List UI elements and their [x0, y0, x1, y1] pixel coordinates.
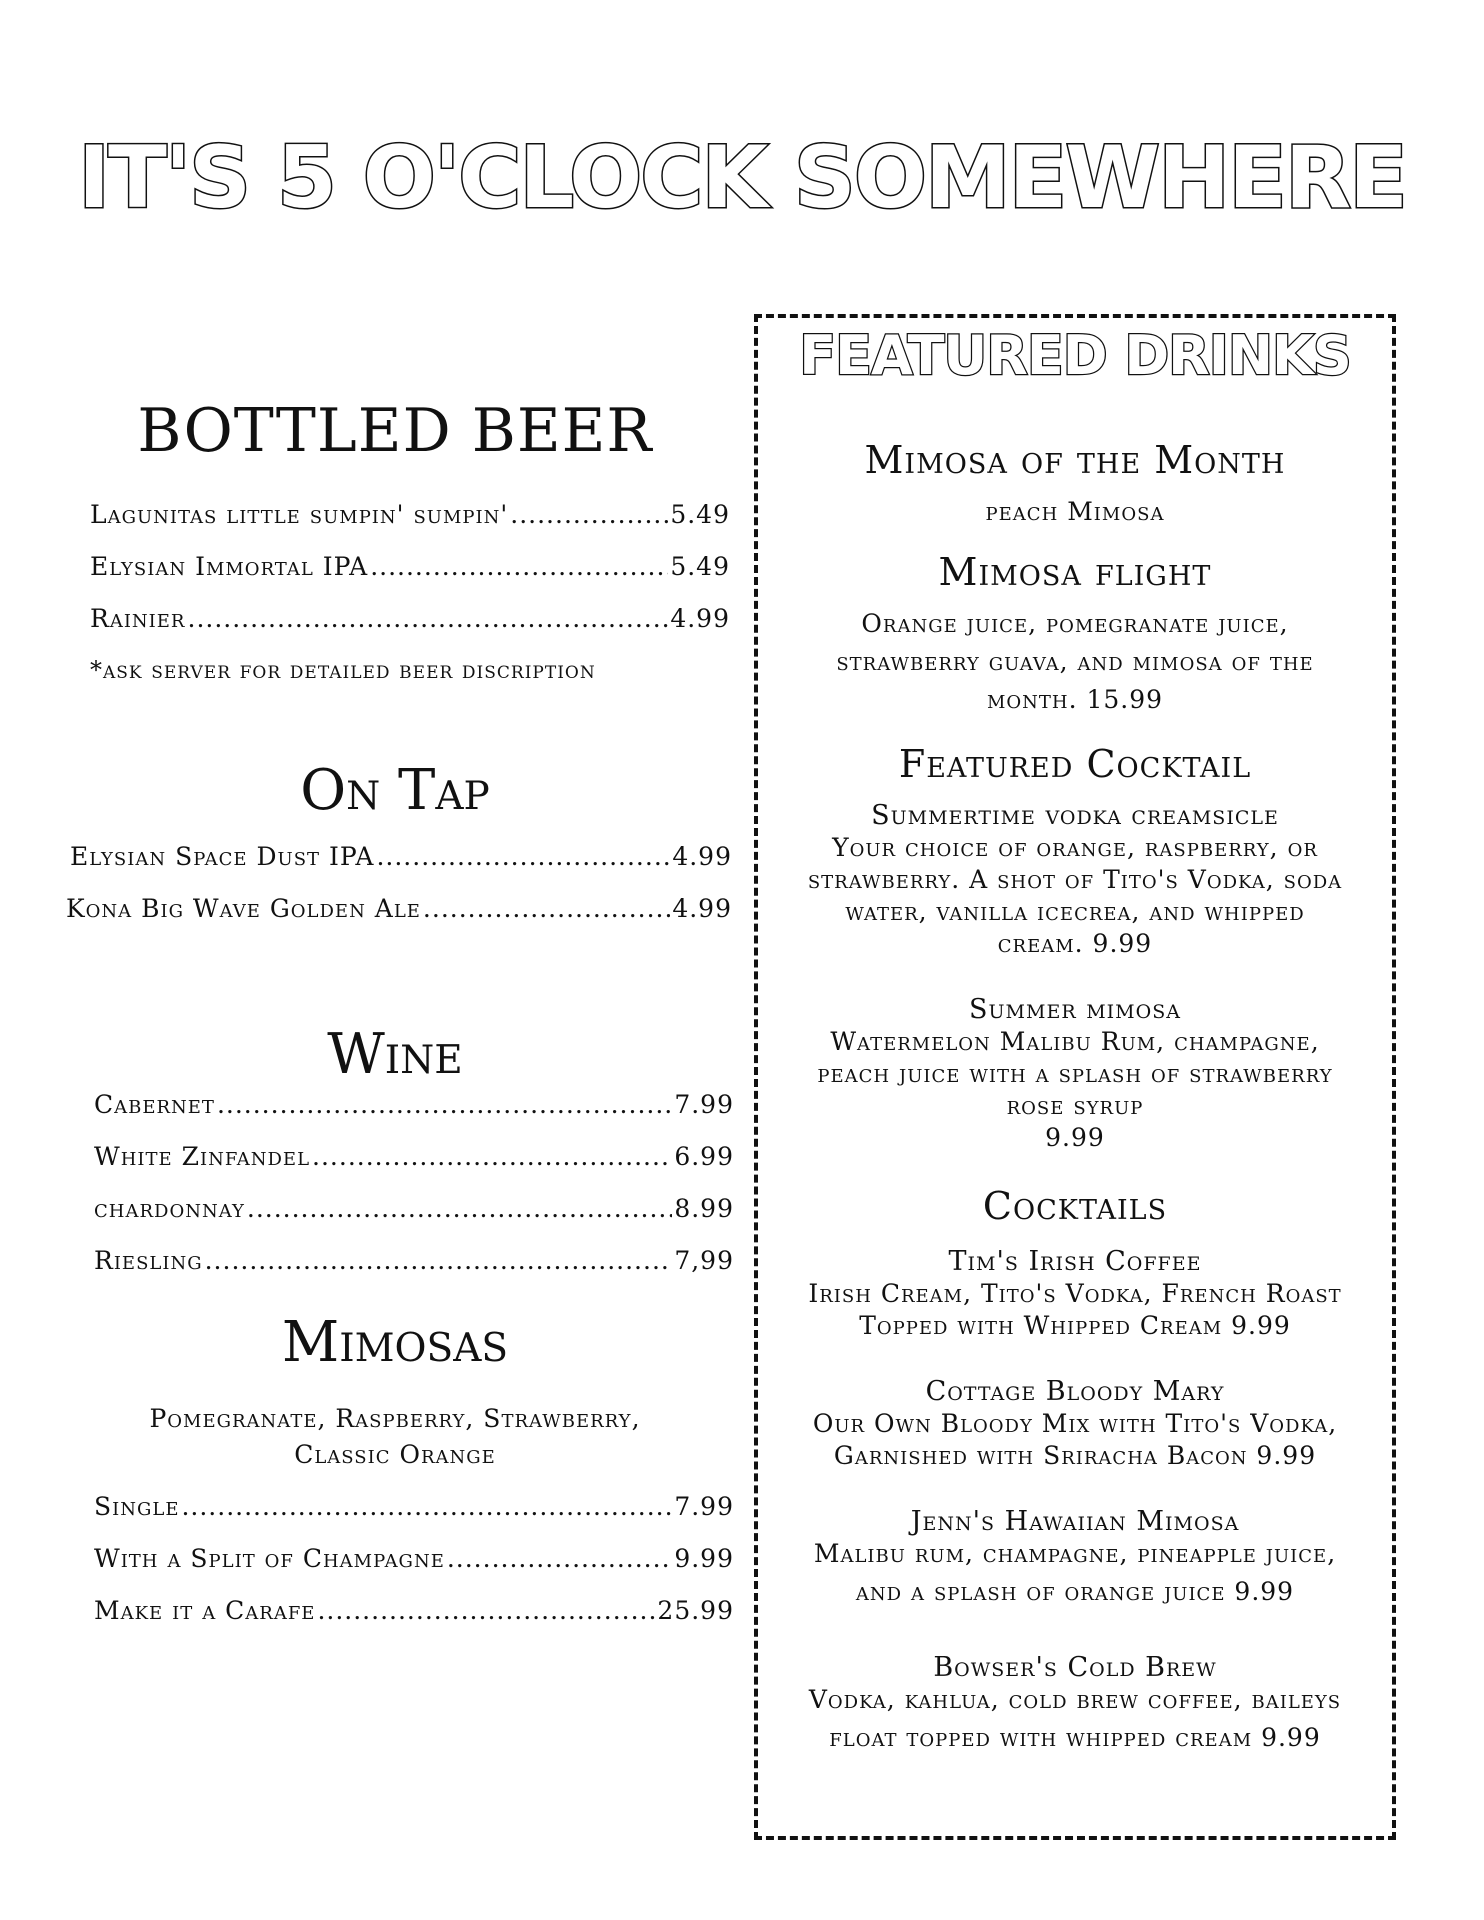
mimosa-item-split — [94, 1544, 734, 1573]
leader-dots — [376, 842, 670, 871]
leader-dots — [188, 604, 669, 633]
featured-drinks-box — [754, 314, 1396, 1840]
summer-mimosa-name: Summer mimosa — [969, 994, 1181, 1025]
cocktail-desc-hawaiian-mimosa-2: and a splash of orange juice 9.99 — [855, 1577, 1295, 1606]
tap-item-kona — [66, 894, 732, 923]
item-name: Elysian Immortal IPA — [90, 552, 369, 581]
leader-dots — [312, 1142, 672, 1171]
cocktail-desc-cold-brew-2: float topped with whipped cream 9.99 — [829, 1723, 1321, 1752]
on-tap-heading: On Tap — [300, 758, 490, 823]
cocktail-name-cold-brew: Bowser's Cold Brew — [933, 1652, 1217, 1683]
creamsicle-line4: cream. 9.99 — [997, 929, 1153, 958]
bottled-beer-heading: BOTTLED BEER — [137, 396, 653, 466]
leader-dots — [370, 552, 668, 581]
mimosa-flavors-line2: Classic Orange — [294, 1440, 496, 1469]
item-name: Lagunitas little sumpin' sumpin' — [90, 500, 509, 529]
mimosa-item-carafe — [94, 1596, 734, 1625]
creamsicle-line3: water, vanilla icecrea, and whipped — [845, 897, 1305, 926]
wine-item-riesling — [94, 1246, 734, 1275]
cocktail-desc-cold-brew-1: Vodka, kahlua, cold brew coffee, baileys — [808, 1685, 1342, 1714]
mimosa-flight-line3: month. 15.99 — [986, 685, 1164, 714]
cocktail-desc-irish-coffee-2: Topped with Whipped Cream 9.99 — [859, 1311, 1291, 1340]
leader-dots — [247, 1194, 672, 1223]
item-price: 7.99 — [674, 1090, 734, 1119]
item-price: 7,99 — [674, 1246, 734, 1275]
item-price: 6.99 — [674, 1142, 734, 1171]
leader-dots — [181, 1492, 672, 1521]
item-price: 5.49 — [670, 500, 730, 529]
cocktail-desc-bloody-mary-1: Our Own Bloody Mix with Tito's Vodka, — [812, 1409, 1338, 1438]
wine-heading: Wine — [327, 1022, 463, 1087]
item-price: 4.99 — [670, 604, 730, 633]
item-price: 4.99 — [672, 842, 732, 871]
item-price: 25.99 — [657, 1596, 734, 1625]
cocktail-desc-bloody-mary-2: Garnished with Sriracha Bacon 9.99 — [833, 1441, 1317, 1470]
creamsicle-line1: Your choice of orange, raspberry, or — [832, 833, 1318, 862]
menu-title: IT'S 5 O'CLOCK SOMEWHERE — [78, 128, 1406, 228]
cocktail-name-bloody-mary: Cottage Bloody Mary — [925, 1376, 1225, 1407]
tap-item-space-dust — [70, 842, 732, 871]
mimosa-flight-line1: Orange juice, pomegranate juice, — [861, 609, 1289, 638]
featured-cocktail-title: Featured Cocktail — [898, 742, 1252, 786]
mimosa-of-month-desc: peach Mimosa — [985, 497, 1165, 526]
featured-drinks-heading: FEATURED DRINKS — [799, 324, 1351, 387]
mimosa-item-single — [94, 1492, 734, 1521]
mimosa-of-month-title: Mimosa of the Month — [864, 438, 1286, 482]
creamsicle-line2: strawberry. A shot of Tito's Vodka, soda — [807, 865, 1343, 894]
mimosa-flight-title: Mimosa flight — [938, 550, 1212, 594]
item-name: Single — [94, 1492, 180, 1521]
item-name: Cabernet — [94, 1090, 215, 1119]
summer-mimosa-line2: peach juice with a splash of strawberry — [817, 1059, 1333, 1088]
leader-dots — [205, 1246, 673, 1275]
item-price: 5.49 — [670, 552, 730, 581]
item-name: Elysian Space Dust IPA — [70, 842, 375, 871]
beer-item-lagunitas — [90, 500, 730, 529]
item-name: Kona Big Wave Golden Ale — [66, 894, 421, 923]
item-name: Riesling — [94, 1246, 203, 1275]
leader-dots — [317, 1596, 655, 1625]
item-name: Make it a Carafe — [94, 1596, 316, 1625]
wine-item-white-zinfandel — [94, 1142, 734, 1171]
summer-mimosa-line3: rose syrup — [1006, 1091, 1144, 1120]
mimosa-flight-line2: strawberry guava, and mimosa of the — [836, 647, 1314, 676]
cocktail-desc-irish-coffee-1: Irish Cream, Tito's Vodka, French Roast — [808, 1279, 1342, 1308]
summer-mimosa-line1: Watermelon Malibu Rum, champagne, — [830, 1027, 1320, 1056]
beer-item-elysian-immortal — [90, 552, 730, 581]
beer-note: *ask server for detailed beer discription — [90, 656, 596, 684]
wine-item-chardonnay — [94, 1194, 734, 1223]
cocktail-desc-hawaiian-mimosa-1: Malibu rum, champagne, pineapple juice, — [813, 1539, 1337, 1568]
cocktails-title: Cocktails — [982, 1184, 1168, 1228]
mimosa-flavors-line1: Pomegranate, Raspberry, Strawberry, — [149, 1404, 641, 1433]
item-price: 4.99 — [672, 894, 732, 923]
wine-item-cabernet — [94, 1090, 734, 1119]
leader-dots — [447, 1544, 672, 1573]
item-name: White Zinfandel — [94, 1142, 311, 1171]
cocktail-name-hawaiian-mimosa: Jenn's Hawaiian Mimosa — [910, 1506, 1240, 1537]
item-price: 9.99 — [674, 1544, 734, 1573]
item-price: 7.99 — [674, 1492, 734, 1521]
cocktail-name-irish-coffee: Tim's Irish Coffee — [948, 1246, 1202, 1277]
item-name: With a Split of Champagne — [94, 1544, 445, 1573]
item-price: 8.99 — [674, 1194, 734, 1223]
leader-dots — [217, 1090, 672, 1119]
mimosas-heading: Mimosas — [281, 1310, 509, 1375]
item-name: Rainier — [90, 604, 186, 633]
summer-mimosa-line4: 9.99 — [1045, 1123, 1105, 1152]
creamsicle-name: Summertime vodka creamsicle — [871, 800, 1279, 831]
leader-dots — [510, 500, 668, 529]
left-column — [60, 0, 734, 1920]
item-name: chardonnay — [94, 1194, 245, 1223]
beer-item-rainier — [90, 604, 730, 633]
leader-dots — [423, 894, 670, 923]
